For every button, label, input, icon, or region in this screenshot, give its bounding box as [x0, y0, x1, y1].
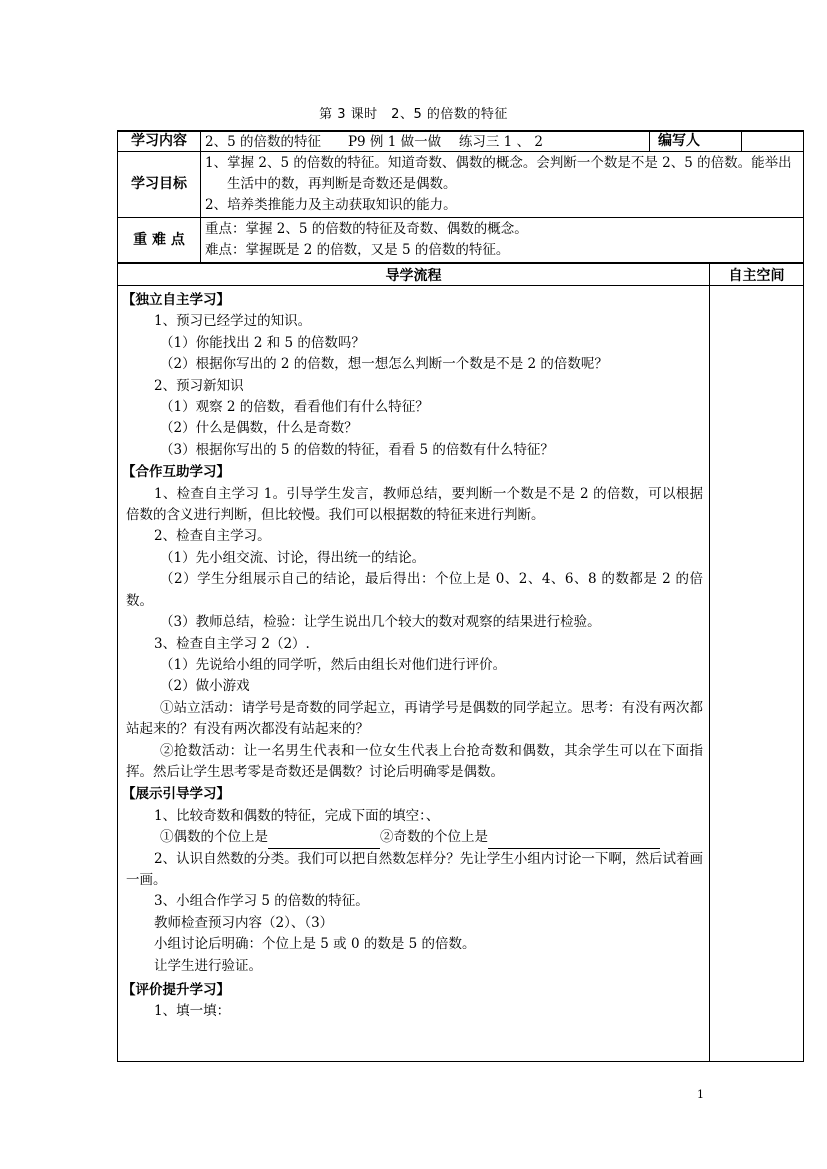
fill-blank-even[interactable]	[268, 832, 380, 849]
goal-row	[117, 152, 804, 218]
content-row	[117, 130, 804, 152]
fill-blank-odd[interactable]	[488, 832, 660, 849]
section-title-evaluation: 【评价提升学习】	[122, 982, 230, 998]
text-line: 1、填一填：	[154, 1003, 231, 1020]
section-title-independent: 【独立自主学习】	[122, 292, 230, 308]
goal-label: 学习目标	[118, 152, 201, 217]
fill-in-line	[126, 827, 703, 848]
text-line: 1、预习已经学过的知识。	[154, 313, 312, 330]
text-line: 教师检查预习内容（2）、（3）	[154, 914, 334, 931]
text-line: 3、检查自主学习 2（2）.	[154, 635, 310, 652]
content-value: 2、5 的倍数的特征 P9 例 1 做一做 练习三 1 、 2	[205, 134, 543, 150]
key-point: 重点：掌握 2、5 的倍数的特征及奇数、偶数的概念。	[205, 221, 528, 237]
author-value	[741, 132, 803, 151]
text-paragraph: ①站立活动：请学号是奇数的同学起立，再请学号是偶数的同学起立。思考：有没有两次都站起来的？有没有两次都没有站起来的？	[126, 699, 703, 738]
text-line: 2、检查自主学习。	[154, 528, 271, 545]
flow-content	[118, 286, 710, 1061]
text-line: （3）教师总结，检验：让学生说出几个较大的数对观察的结果进行检验。	[160, 614, 601, 631]
free-space-column	[710, 286, 803, 1061]
text-line: （1）观察 2 的倍数，看看他们有什么特征？	[160, 399, 429, 416]
key-row	[117, 218, 804, 264]
text-line: 2、预习新知识	[154, 377, 244, 394]
space-header: 自主空间	[728, 268, 785, 284]
fill-label-odd: ②奇数的个位上是	[380, 829, 488, 846]
lesson-table	[117, 130, 804, 1062]
text-line: （2）什么是偶数，什么是奇数？	[160, 420, 358, 437]
text-line: 让学生进行验证。	[154, 957, 262, 974]
text-line: （1）你能找出 2 和 5 的倍数吗？	[160, 334, 365, 351]
page-title: 第 3 课时 2、5 的倍数的特征	[319, 107, 508, 122]
text-line: 小组讨论后明确：个位上是 5 或 0 的数是 5 的倍数。	[154, 936, 476, 953]
text-paragraph: （2）学生分组展示自己的结论，最后得出：个位上是 0、2、4、6、8 的数都是 2 的倍数。	[126, 571, 703, 609]
key-label: 重 难 点	[118, 218, 201, 262]
page-number: 1	[697, 1088, 704, 1101]
content-label: 学习内容	[118, 132, 201, 151]
flow-header: 导学流程	[118, 264, 710, 285]
text-line: （2）根据你写出的 2 的倍数，想一想怎么判断一个数是不是 2 的倍数呢？	[160, 356, 608, 373]
goal-item-2: 2、培养类推能力及主动获取知识的能力。	[205, 197, 457, 213]
text-paragraph: ②抢数活动：让一名男生代表和一位女生代表上台抢奇数和偶数，其余学生可以在下面指挥。然后让学生思考零是奇数还是偶数？讨论后明确零是偶数。	[126, 742, 703, 780]
flow-body-row	[117, 286, 804, 1062]
text-line: （2）做小游戏	[160, 678, 250, 695]
text-line: （3）根据你写出的 5 的倍数的特征，看看 5 的倍数有什么特征？	[160, 441, 554, 458]
text-paragraph: 2、认识自然数的分类。我们可以把自然数怎样分？先让学生小组内讨论一下啊，然后试着画一画。	[126, 850, 703, 888]
section-title-display: 【展示引导学习】	[122, 786, 230, 803]
text-line: 1、比较奇数和偶数的特征，完成下面的填空：、	[154, 807, 440, 824]
text-line: （1）先小组交流、讨论，得出统一的结论。	[160, 549, 426, 566]
difficult-point: 难点：掌握既是 2 的倍数，又是 5 的倍数的特征。	[205, 242, 510, 258]
flow-header-row	[117, 264, 804, 286]
fill-label-even: ①偶数的个位上是	[160, 829, 268, 846]
section-title-cooperative: 【合作互助学习】	[122, 464, 230, 481]
text-line: （1）先说给小组的同学听，然后由组长对他们进行评价。	[160, 656, 507, 673]
text-line: 3、小组合作学习 5 的倍数的特征。	[154, 893, 369, 910]
text-paragraph: 1、检查自主学习 1。引导学生发言，教师总结，要判断一个数是不是 2 的倍数，可以根据倍数的含义进行判断，但比较慢。我们可以根据数的特征来进行判断。	[126, 485, 703, 524]
goal-item-1: 1、掌握 2、5 的倍数的特征。知道奇数、偶数的概念。会判断一个数是不是 2、5 的倍数。能举出生活中的数，再判断是奇数还是偶数。	[205, 155, 792, 192]
author-label: 编写人	[649, 132, 741, 151]
